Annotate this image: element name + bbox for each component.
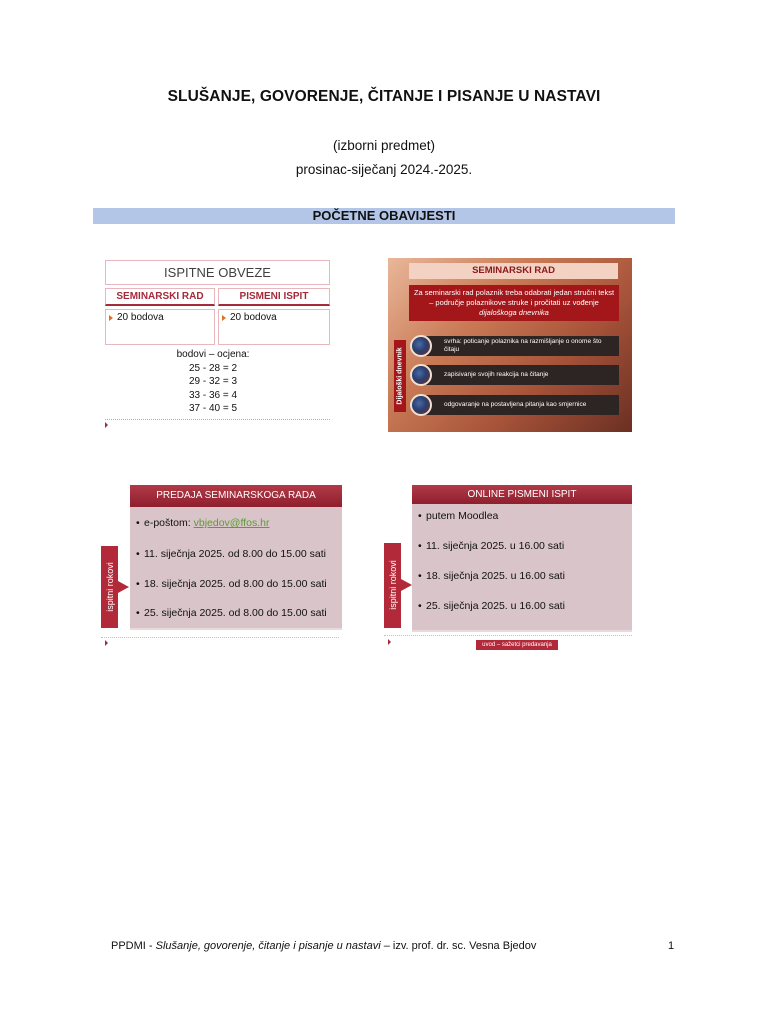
grade-row: 33 - 36 = 4 [188, 389, 238, 401]
slide-title: SEMINARSKI RAD [409, 263, 618, 279]
list-item: odgovaranje na postavljena pitanja kao smjernice [420, 395, 619, 415]
slide-body [412, 504, 632, 632]
reading-photo-icon [410, 364, 432, 386]
grade-scale-title: bodovi – ocjena: [176, 349, 250, 360]
bullet-arrow-icon [222, 315, 226, 321]
slide-title: PREDAJA SEMINARSKOGA RADA [130, 485, 342, 507]
page-number: 1 [668, 940, 675, 952]
side-label: ispitni rokovi [104, 562, 115, 612]
email-label: e-poštom: [144, 517, 191, 529]
email-link[interactable]: vbjedov@ffos.hr [193, 517, 270, 529]
exam-date: 18. siječnja 2025. u 16.00 sati [426, 570, 565, 582]
slide-footer-line [101, 637, 339, 638]
list-item: • putem Moodlea [418, 510, 499, 522]
deadline-text: 25. siječnja 2025. od 8.00 do 15.00 sati [144, 607, 327, 619]
side-label: ispitni rokovi [387, 560, 398, 610]
slide-footer-line [384, 635, 632, 636]
bullet-arrow-icon [109, 315, 113, 321]
footer-course: Slušanje, govorenje, čitanje i pisanje u nastavi [155, 940, 381, 952]
slide-ispitne-obveze [98, 257, 338, 431]
document-date-range: prosinac-siječanj 2024.-2025. [295, 162, 473, 177]
intro-text: Za seminarski rad polaznik treba odabrati jedan stručni tekst – područje polaznikove struke i pročitati uz vođenje [413, 288, 615, 307]
list-item: • e-poštom: vbjedov@ffos.hr [136, 517, 270, 529]
section-banner: POČETNE OBAVIJESTI [93, 208, 675, 224]
list-item: • 25. siječnja 2025. od 8.00 do 15.00 sati [136, 607, 327, 619]
deadline-text: 18. siječnja 2025. od 8.00 do 15.00 sati [144, 578, 327, 590]
slide-seminarski-rad [388, 258, 632, 432]
intro-box [409, 285, 619, 321]
column-header-pismeni: PISMENI ISPIT [218, 288, 330, 306]
column-cell-seminarski [105, 309, 215, 345]
exam-date: 11. siječnja 2025. u 16.00 sati [426, 540, 565, 552]
grade-row: 37 - 40 = 5 [188, 403, 238, 414]
slide-online-pismeni-ispit [381, 465, 633, 647]
slide-footer-line [105, 419, 330, 420]
footer-marker-icon [388, 639, 391, 645]
deadline-text: 11. siječnja 2025. od 8.00 do 15.00 sati [144, 548, 326, 560]
list-item: • 11. siječnja 2025. u 16.00 sati [418, 540, 565, 552]
list-item: • 25. siječnja 2025. u 16.00 sati [418, 600, 565, 612]
list-item: zapisivanje svojih reakcija na čitanje [420, 365, 619, 385]
slide-body [130, 507, 342, 630]
intro-italic-text: dijaloškoga dnevnika [479, 308, 549, 317]
footer-prefix: PPDMI - [111, 940, 156, 952]
list-item: • 18. siječnja 2025. u 16.00 sati [418, 570, 565, 582]
grade-scale [158, 348, 268, 416]
slide-title: ISPITNE OBVEZE [105, 260, 330, 285]
column-cell-pismeni [218, 309, 330, 345]
reading-photo-icon [410, 394, 432, 416]
side-label: Dijaloški dnevnik [396, 347, 404, 405]
document-subtitle: (izborni predmet) [332, 138, 436, 153]
exam-date: 25. siječnja 2025. u 16.00 sati [426, 600, 565, 612]
pointer-arrow-icon [118, 581, 129, 593]
pointer-arrow-icon [401, 579, 412, 591]
slide-tag: uvod – sažetci predavanja [476, 640, 558, 650]
footer-author: – izv. prof. dr. sc. Vesna Bjedov [380, 940, 537, 952]
points-value: 20 bodova [117, 312, 164, 323]
footer-marker-icon [105, 422, 108, 428]
slide-predaja-seminarskoga-rada [98, 470, 342, 652]
grade-row: 29 - 32 = 3 [188, 376, 238, 387]
grade-row: 25 - 28 = 2 [188, 362, 238, 374]
list-item: • 11. siječnja 2025. od 8.00 do 15.00 sati [136, 548, 326, 560]
footer-marker-icon [105, 640, 108, 646]
page-footer [111, 940, 536, 952]
list-item: svrha: poticanje polaznika na razmišljanje o onome što čitaju [420, 336, 619, 356]
column-header-seminarski: SEMINARSKI RAD [105, 288, 215, 306]
reading-photo-icon [410, 335, 432, 357]
list-item: • 18. siječnja 2025. od 8.00 do 15.00 sati [136, 578, 327, 590]
document-title: SLUŠANJE, GOVORENJE, ČITANJE I PISANJE U NASTAVI [167, 88, 601, 105]
exam-channel: putem Moodlea [426, 510, 499, 522]
slide-title: ONLINE PISMENI ISPIT [412, 485, 632, 504]
points-value: 20 bodova [230, 312, 277, 323]
